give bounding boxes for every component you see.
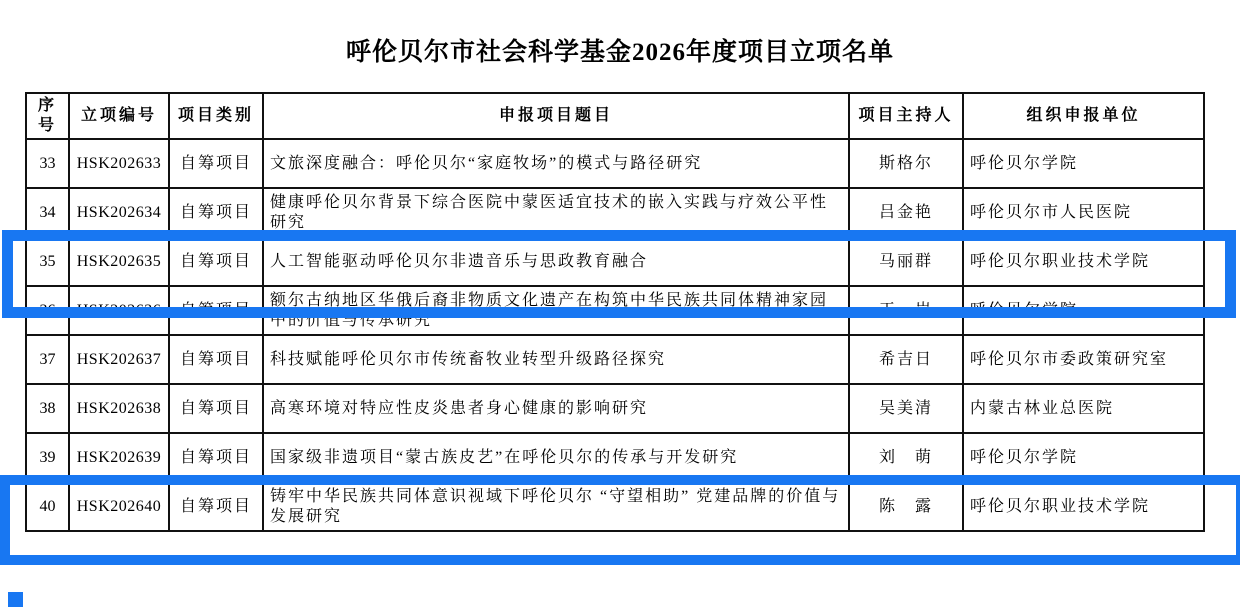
cell-org: 内蒙古林业总医院 — [963, 384, 1204, 433]
table-row — [26, 433, 1204, 482]
cell-org: 呼伦贝尔职业技术学院 — [963, 482, 1204, 531]
table-row-highlighted — [26, 482, 1204, 531]
cell-leader: 斯格尔 — [849, 139, 963, 188]
cell-category: 自筹项目 — [169, 433, 263, 482]
cell-code: HSK202637 — [69, 335, 169, 384]
cell-title: 高寒环境对特应性皮炎患者身心健康的影响研究 — [263, 384, 849, 433]
cell-category: 自筹项目 — [169, 237, 263, 286]
cell-title: 健康呼伦贝尔背景下综合医院中蒙医适宜技术的嵌入实践与疗效公平性研究 — [263, 188, 849, 237]
cell-code: HSK202634 — [69, 188, 169, 237]
cell-code: HSK202640 — [69, 482, 169, 531]
cell-code: HSK202636 — [69, 286, 169, 335]
table-row-highlighted — [26, 237, 1204, 286]
cell-title: 额尔古纳地区华俄后裔非物质文化遗产在构筑中华民族共同体精神家园中的价值与传承研究 — [263, 286, 849, 335]
cell-seq: 37 — [26, 335, 69, 384]
cell-title: 铸牢中华民族共同体意识视域下呼伦贝尔 “守望相助” 党建品牌的价值与发展研究 — [263, 482, 849, 531]
header-org: 组织申报单位 — [963, 93, 1204, 139]
cell-leader: 王 岩 — [849, 286, 963, 335]
cell-code: HSK202633 — [69, 139, 169, 188]
header-title: 申报项目题目 — [263, 93, 849, 139]
cell-code: HSK202635 — [69, 237, 169, 286]
cell-leader: 陈 露 — [849, 482, 963, 531]
cell-org: 呼伦贝尔学院 — [963, 433, 1204, 482]
blue-corner-marker — [8, 592, 23, 607]
cell-leader: 希吉日 — [849, 335, 963, 384]
cell-org: 呼伦贝尔学院 — [963, 139, 1204, 188]
cell-seq: 36 — [26, 286, 69, 335]
header-code: 立项编号 — [69, 93, 169, 139]
cell-category: 自筹项目 — [169, 384, 263, 433]
table-row — [26, 335, 1204, 384]
cell-title: 国家级非遗项目“蒙古族皮艺”在呼伦贝尔的传承与开发研究 — [263, 433, 849, 482]
cell-org: 呼伦贝尔职业技术学院 — [963, 237, 1204, 286]
cell-category: 自筹项目 — [169, 139, 263, 188]
cell-code: HSK202639 — [69, 433, 169, 482]
cell-category: 自筹项目 — [169, 335, 263, 384]
cell-seq: 40 — [26, 482, 69, 531]
cell-org: 呼伦贝尔市人民医院 — [963, 188, 1204, 237]
cell-category: 自筹项目 — [169, 482, 263, 531]
cell-seq: 34 — [26, 188, 69, 237]
cell-title: 人工智能驱动呼伦贝尔非遗音乐与思政教育融合 — [263, 237, 849, 286]
cell-leader: 吴美清 — [849, 384, 963, 433]
table-row — [26, 384, 1204, 433]
cell-seq: 35 — [26, 237, 69, 286]
cell-org: 呼伦贝尔学院 — [963, 286, 1204, 335]
cell-seq: 39 — [26, 433, 69, 482]
cell-code: HSK202638 — [69, 384, 169, 433]
cell-leader: 吕金艳 — [849, 188, 963, 237]
cell-org: 呼伦贝尔市委政策研究室 — [963, 335, 1204, 384]
cell-category: 自筹项目 — [169, 286, 263, 335]
table-header-row — [26, 93, 1204, 139]
table-row — [26, 139, 1204, 188]
cell-title: 科技赋能呼伦贝尔市传统畜牧业转型升级路径探究 — [263, 335, 849, 384]
header-category: 项目类别 — [169, 93, 263, 139]
project-approval-table — [25, 92, 1205, 532]
cell-title: 文旅深度融合：呼伦贝尔“家庭牧场”的模式与路径研究 — [263, 139, 849, 188]
page-title: 呼伦贝尔市社会科学基金2026年度项目立项名单 — [345, 39, 894, 66]
cell-leader: 刘 萌 — [849, 433, 963, 482]
header-seq: 序号 — [26, 93, 69, 139]
cell-seq: 33 — [26, 139, 69, 188]
table-row — [26, 188, 1204, 237]
cell-leader: 马丽群 — [849, 237, 963, 286]
header-leader: 项目主持人 — [849, 93, 963, 139]
cell-seq: 38 — [26, 384, 69, 433]
cell-category: 自筹项目 — [169, 188, 263, 237]
table-row — [26, 286, 1204, 335]
